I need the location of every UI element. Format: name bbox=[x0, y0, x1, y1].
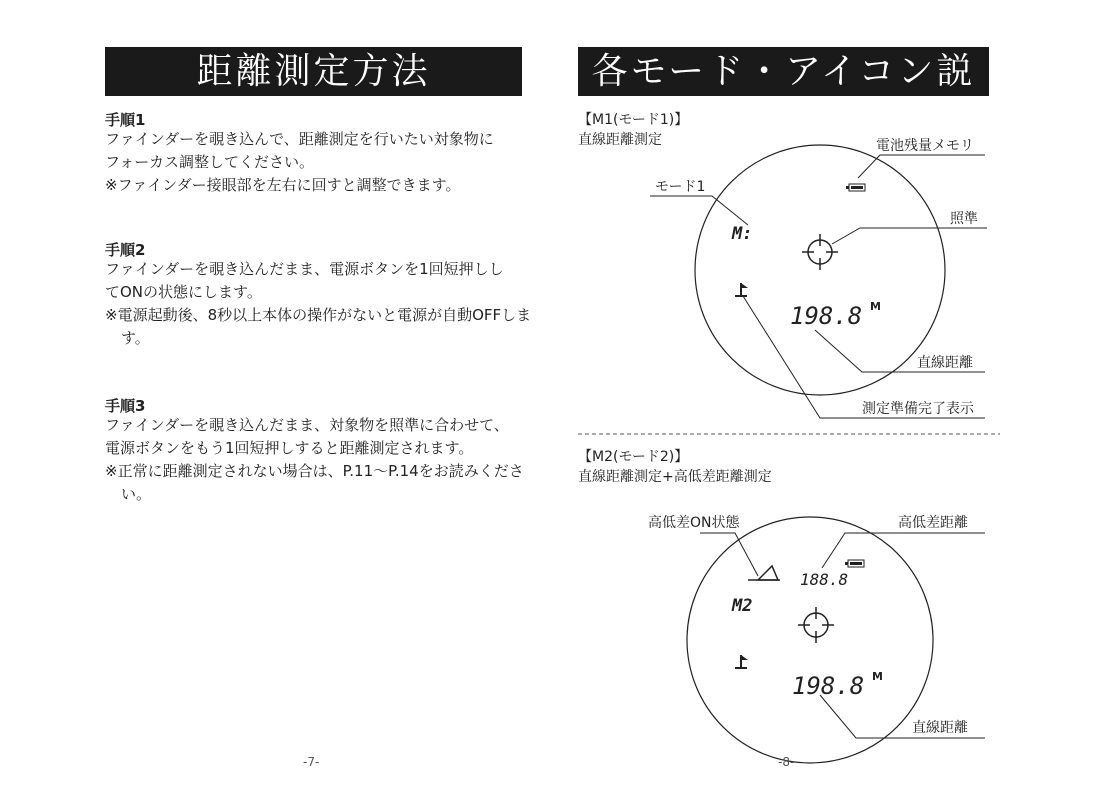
m1-distance-value: 198.8 bbox=[790, 302, 863, 330]
crosshair-icon bbox=[798, 607, 834, 643]
m2-distance-label: 直線距離 bbox=[912, 720, 968, 736]
m1-ready-label: 測定準備完了表示 bbox=[862, 401, 974, 417]
battery-icon bbox=[846, 184, 865, 191]
m2-mode-indicator: M2 bbox=[732, 596, 753, 616]
step1-line2: フォーカス調整してください。 bbox=[105, 153, 314, 171]
flag-icon bbox=[735, 655, 748, 668]
m2-height-on-label: 高低差ON状態 bbox=[648, 515, 740, 531]
m1-unit: M bbox=[870, 300, 881, 313]
step3-line1: ファインダーを覗き込んだまま、対象物を照準に合わせて、 bbox=[105, 416, 509, 434]
step1-line1: ファインダーを覗き込んで、距離測定を行いたい対象物に bbox=[105, 130, 494, 148]
page-title-right: 各モード・アイコン説明 bbox=[578, 47, 989, 96]
m2-header: 【M2(モード2)】 bbox=[578, 449, 689, 465]
page-number-left: -7- bbox=[303, 755, 320, 769]
step1-note: ※ファインダー接眼部を左右に回すと調整できます。 bbox=[105, 176, 461, 194]
m1-aim-leader bbox=[832, 228, 987, 244]
m2-height-value: 188.8 bbox=[800, 570, 849, 589]
m1-header: 【M1(モード1)】 bbox=[578, 112, 689, 128]
flag-icon bbox=[735, 283, 748, 296]
m1-distance-label: 直線距離 bbox=[917, 355, 973, 371]
m1-description: 直線距離測定 bbox=[578, 132, 662, 148]
m1-mode-leader bbox=[650, 196, 748, 225]
step3-heading: 手順3 bbox=[105, 397, 146, 415]
step2-line2: てONの状態にします。 bbox=[105, 283, 262, 301]
m1-mode-label: モード1 bbox=[655, 179, 706, 195]
battery-icon bbox=[845, 560, 864, 567]
m1-mode-indicator: M: bbox=[732, 224, 753, 244]
slope-icon bbox=[748, 566, 780, 580]
m2-description: 直線距離測定+高低差距離測定 bbox=[578, 469, 772, 485]
step2-line1: ファインダーを覗き込んだまま、電源ボタンを1回短押しし bbox=[105, 260, 504, 278]
m2-height-distance-label: 高低差距離 bbox=[898, 515, 968, 531]
step3-line2: 電源ボタンをもう1回短押しすると距離測定されます。 bbox=[105, 439, 474, 457]
m2-distance-value: 198.8 bbox=[792, 672, 865, 700]
page-title-left: 距離測定方法 bbox=[105, 47, 522, 96]
crosshair-icon bbox=[802, 234, 838, 270]
step1-heading: 手順1 bbox=[105, 111, 146, 129]
step3-note: ※正常に距離測定されない場合は、P.11〜P.14をお読みください。 bbox=[105, 462, 524, 503]
page-number-right: -8- bbox=[778, 755, 795, 769]
m1-battery-label: 電池残量メモリ bbox=[876, 138, 974, 154]
step2-heading: 手順2 bbox=[105, 241, 146, 259]
m1-aim-label: 照準 bbox=[950, 211, 978, 227]
m2-viewfinder-circle bbox=[687, 517, 933, 763]
step2-note: ※電源起動後、8秒以上本体の操作がないと電源が自動OFFします。 bbox=[105, 306, 532, 347]
m1-battery-leader bbox=[858, 155, 985, 178]
m2-unit: M bbox=[872, 670, 883, 683]
